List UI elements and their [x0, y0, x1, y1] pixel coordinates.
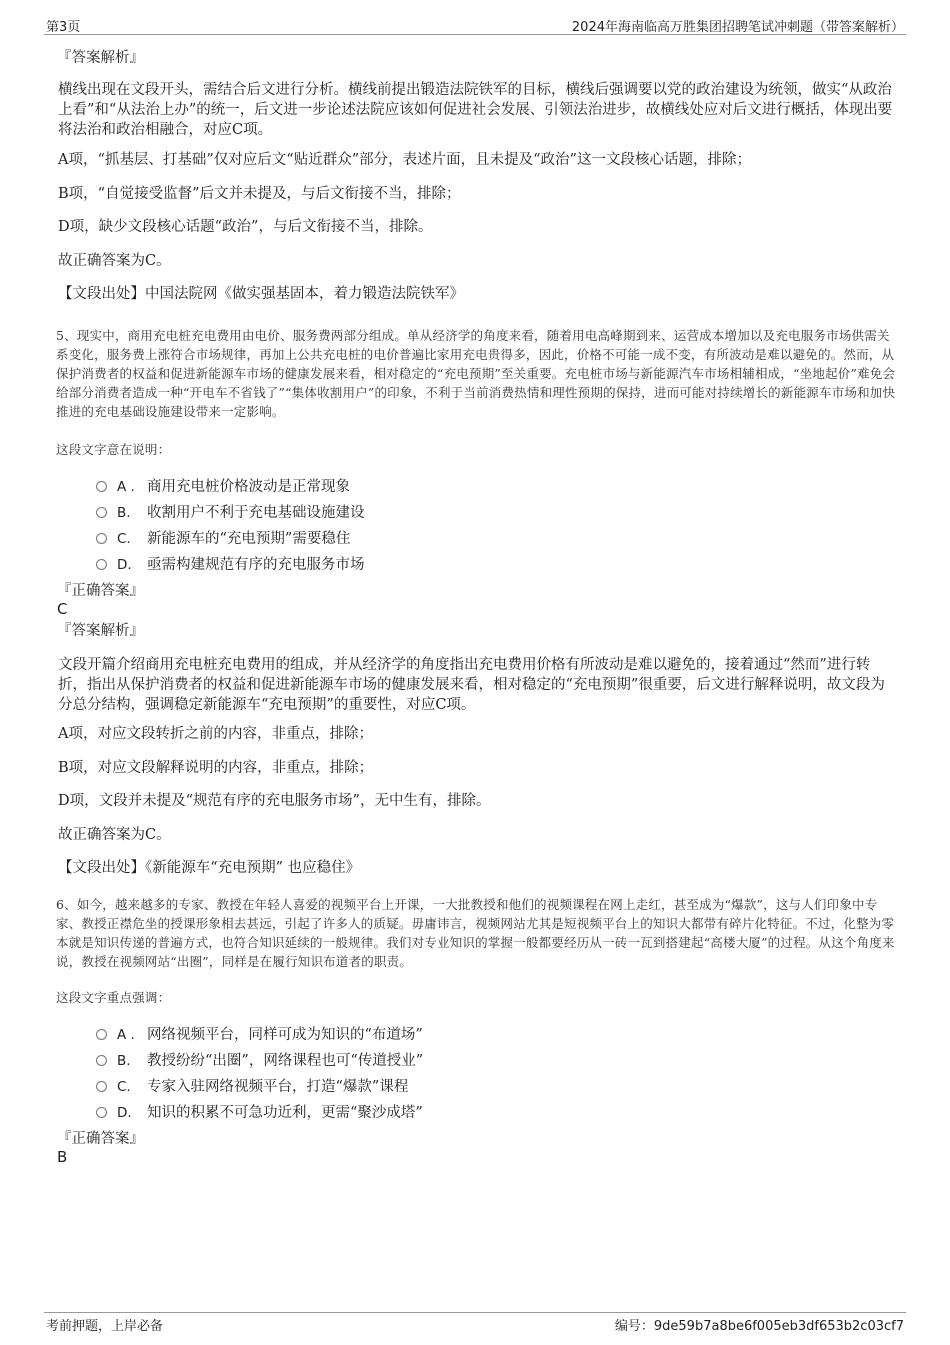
- document-title: 2024年海南临高万胜集团招聘笔试冲刺题（带答案解析）: [571, 20, 904, 35]
- analysis-option-b: B项，对应文段解释说明的内容，非重点，排除；: [58, 760, 374, 776]
- analysis-option-b: B项，“自觉接受监督”后文并未提及，与后文衔接不当，排除；: [58, 186, 461, 202]
- analysis-text: 文段开篇介绍商用充电桩充电费用的组成，并从经济学的角度指出充电费用价格有所波动是难以避免的，接着通过“然而”进行转折，指出从保护消费者的权益和促进新能源车市场的健康发展来看，相对稳定的“充电预期”很重要，后文进行解释说明，故文段为分总分结构，强调稳定新能源车“充电预期”的重要性，对应C项。: [58, 657, 885, 713]
- option-text: 亟需构建规范有序的充电服务市场: [147, 557, 365, 573]
- correct-answer-label: 『正确答案』: [57, 583, 144, 599]
- option-letter: A .: [117, 1027, 135, 1043]
- analysis-option-a: A项，对应文段转折之前的内容，非重点，排除；: [58, 726, 373, 742]
- radio-button[interactable]: [96, 481, 107, 492]
- radio-button[interactable]: [96, 1107, 107, 1118]
- option-letter: D.: [117, 557, 132, 573]
- page-header: [44, 14, 906, 35]
- analysis-option-d: D项，缺少文段核心话题“政治”，与后文衔接不当，排除。: [58, 219, 433, 235]
- option-text: 新能源车的“充电预期”需要稳住: [147, 531, 351, 547]
- radio-button[interactable]: [96, 507, 107, 518]
- analysis-text: 横线出现在文段开头，需结合后文进行分析。横线前提出锻造法院铁军的目标，横线后强调要以党的政治建设为统领，做实“从政治上看”和“从法治上办”的统一，后文进一步论述法院应该如何促进社会发展、引领法治进步，故横线处应对后文进行概括，体现出要将法治和政治相融合，对应C项。: [58, 82, 893, 138]
- page-number: 第3页: [46, 20, 81, 35]
- text-source: 【文段出处】《新能源车“充电预期” 也应稳住》: [58, 860, 361, 876]
- option-text: 商用充电桩价格波动是正常现象: [147, 479, 350, 495]
- question-5-option-b[interactable]: [96, 501, 365, 521]
- question-6-stem: 6、如今，越来越多的专家、教授在年轻人喜爱的视频平台上开课，一大批教授和他们的视频课程在网上走红，甚至成为“爆款”，这与人们印象中专家、教授正襟危坐的授课形象相去甚远，引起了许多人的质疑。毋庸讳言，视频网站尤其是短视频平台上的知识大都带有碎片化特征。不过，化整为零本就是知识传递的普遍方式，也符合知识延续的一般规律。我们对专业知识的掌握一般都要经历从一砖一瓦到搭建起“高楼大厦”的过程。从这个角度来说，教授在视频网站“出圈”，同样是在履行知识布道者的职责。: [56, 897, 895, 969]
- option-text: 网络视频平台，同样可成为知识的“布道场”: [147, 1027, 423, 1043]
- correct-answer: C: [57, 600, 68, 618]
- radio-button[interactable]: [96, 1055, 107, 1066]
- correct-answer: B: [57, 1148, 68, 1166]
- question-5-option-a[interactable]: [96, 475, 350, 495]
- analysis-label: 『答案解析』: [57, 50, 144, 66]
- option-letter: C.: [117, 1079, 131, 1095]
- option-text: 专家入驻网络视频平台，打造“爆款”课程: [147, 1079, 409, 1095]
- question-5-option-c[interactable]: [96, 527, 350, 547]
- option-letter: B.: [117, 505, 131, 521]
- question-5-option-d[interactable]: [96, 553, 365, 573]
- analysis-label: 『答案解析』: [57, 623, 144, 639]
- question-6-option-a[interactable]: [96, 1023, 423, 1043]
- correct-answer-label: 『正确答案』: [57, 1131, 144, 1147]
- question-6-prompt: 这段文字重点强调：: [56, 990, 171, 1005]
- option-letter: B.: [117, 1053, 131, 1069]
- analysis-option-d: D项，文段并未提及“规范有序的充电服务市场”，无中生有，排除。: [58, 793, 491, 809]
- document-code: 编号：9de59b7a8be6f005eb3df653b2c03cf7: [614, 1319, 904, 1334]
- option-letter: C.: [117, 531, 131, 547]
- analysis-option-a: A项，“抓基层、打基础”仅对应后文“贴近群众”部分，表述片面，且未提及“政治”这一文段核心话题，排除；: [58, 152, 751, 168]
- page-footer: [44, 1312, 906, 1335]
- footer-slogan: 考前押题，上岸必备: [46, 1319, 164, 1334]
- question-6-option-c[interactable]: [96, 1075, 408, 1095]
- radio-button[interactable]: [96, 533, 107, 544]
- analysis-conclusion: 故正确答案为C。: [58, 827, 171, 843]
- analysis-conclusion: 故正确答案为C。: [58, 253, 171, 269]
- question-6-option-b[interactable]: [96, 1049, 423, 1069]
- radio-button[interactable]: [96, 1081, 107, 1092]
- option-text: 知识的积累不可急功近利，更需“聚沙成塔”: [147, 1105, 423, 1121]
- question-5-prompt: 这段文字意在说明：: [56, 442, 171, 457]
- option-letter: A .: [117, 479, 135, 495]
- option-text: 收割用户不利于充电基础设施建设: [147, 505, 365, 521]
- question-5-stem: 5、现实中，商用充电桩充电费用由电价、服务费两部分组成。单从经济学的角度来看，随着用电高峰期到来、运营成本增加以及充电服务市场供需关系变化，服务费上涨符合市场规律，再加上公共充电桩的电价普遍比家用充电贵得多，因此，价格不可能一成不变，有所波动是难以避免的。然而，从保护消费者的权益和促进新能源车市场的健康发展来看，相对稳定的“充电预期”至关重要。充电桩市场与新能源汽车市场相辅相成，“坐地起价”难免会给部分消费者造成一种“开电车不省钱了”“集体收割用户”的印象，不利于当前消费热情和理性预期的保持，进而可能对持续增长的新能源车市场和加快推进的充电基础设施建设带来一定影响。: [56, 328, 896, 419]
- text-source: 【文段出处】中国法院网《做实强基固本，着力锻造法院铁军》: [58, 286, 464, 302]
- radio-button[interactable]: [96, 1029, 107, 1040]
- question-6-option-d[interactable]: [96, 1101, 423, 1121]
- option-letter: D.: [117, 1105, 132, 1121]
- option-text: 教授纷纷“出圈”，网络课程也可“传道授业”: [147, 1053, 424, 1069]
- radio-button[interactable]: [96, 559, 107, 570]
